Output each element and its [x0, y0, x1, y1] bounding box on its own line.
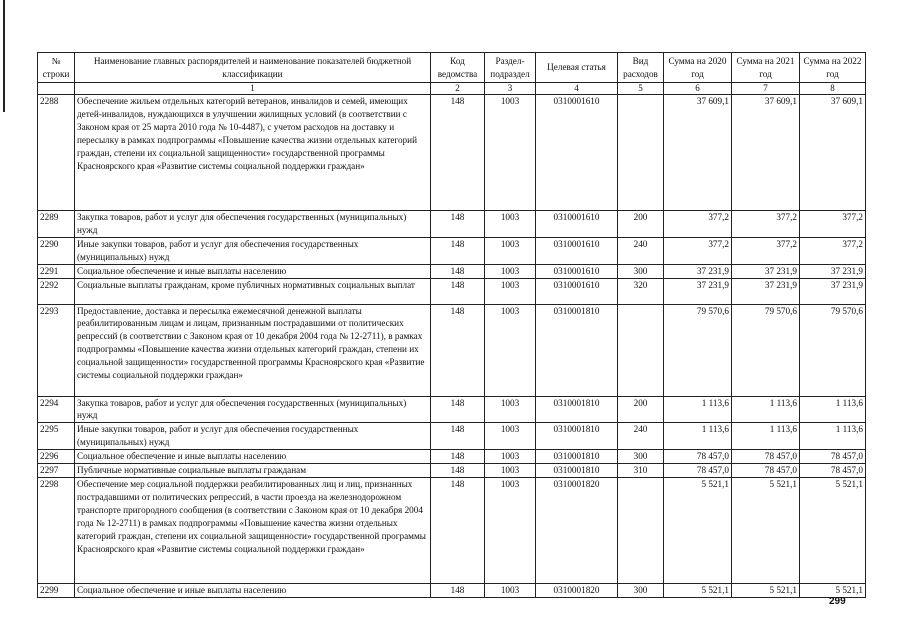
row-expense-type: 300 [618, 450, 664, 464]
table-row [38, 450, 866, 464]
column-number: 8 [800, 83, 866, 95]
row-dept-code: 148 [431, 583, 485, 597]
row-expense-type [618, 304, 664, 396]
column-number: 4 [536, 83, 618, 95]
row-section: 1003 [485, 264, 536, 278]
row-number: 2297 [38, 464, 75, 478]
row-number: 2290 [38, 237, 75, 264]
row-target-article: 0310001820 [536, 583, 618, 597]
column-number: 7 [732, 83, 800, 95]
row-sum-2021: 1 113,6 [732, 423, 800, 450]
row-dept-code: 148 [431, 264, 485, 278]
row-sum-2021: 37 231,9 [732, 278, 800, 304]
row-expense-type: 240 [618, 423, 664, 450]
header-expense-type: Вид расходов [618, 53, 664, 83]
row-number: 2288 [38, 95, 75, 211]
row-number: 2289 [38, 211, 75, 238]
row-sum-2020: 37 609,1 [664, 95, 732, 211]
row-number: 2291 [38, 264, 75, 278]
row-number: 2292 [38, 278, 75, 304]
row-target-article: 0310001810 [536, 450, 618, 464]
row-expense-type [618, 95, 664, 211]
row-sum-2020: 78 457,0 [664, 450, 732, 464]
table-row [38, 237, 866, 264]
row-sum-2020: 5 521,1 [664, 477, 732, 583]
row-sum-2021: 377,2 [732, 211, 800, 238]
row-sum-2021: 5 521,1 [732, 583, 800, 597]
table-row [38, 396, 866, 423]
row-target-article: 0310001610 [536, 211, 618, 238]
row-expense-type [618, 477, 664, 583]
budget-table [37, 52, 866, 598]
table-row [38, 304, 866, 396]
table-row [38, 264, 866, 278]
row-sum-2021: 37 231,9 [732, 264, 800, 278]
row-sum-2021: 37 609,1 [732, 95, 800, 211]
header-name: Наименование главных распорядителей и наименование показателей бюджетной классификации [75, 53, 431, 83]
row-name: Закупка товаров, работ и услуг для обеспечения государственных (муниципальных) нужд [75, 211, 431, 238]
row-sum-2022: 5 521,1 [800, 583, 866, 597]
header-row-number: № строки [38, 53, 75, 83]
row-target-article: 0310001810 [536, 464, 618, 478]
row-dept-code: 148 [431, 304, 485, 396]
row-sum-2020: 377,2 [664, 211, 732, 238]
row-target-article: 0310001820 [536, 477, 618, 583]
row-name: Иные закупки товаров, работ и услуг для обеспечения государственных (муниципальных) нужд [75, 237, 431, 264]
row-section: 1003 [485, 396, 536, 423]
row-sum-2022: 1 113,6 [800, 396, 866, 423]
row-sum-2022: 377,2 [800, 211, 866, 238]
row-section: 1003 [485, 278, 536, 304]
row-sum-2020: 5 521,1 [664, 583, 732, 597]
row-sum-2022: 79 570,6 [800, 304, 866, 396]
page-number: 299 [829, 596, 846, 607]
row-sum-2022: 37 609,1 [800, 95, 866, 211]
row-number: 2298 [38, 477, 75, 583]
column-number: 3 [485, 83, 536, 95]
header-sum-2020: Сумма на 2020 год [664, 53, 732, 83]
row-sum-2022: 5 521,1 [800, 477, 866, 583]
column-number-row [38, 83, 866, 95]
header-sum-2021: Сумма на 2021 год [732, 53, 800, 83]
row-sum-2020: 78 457,0 [664, 464, 732, 478]
table-row [38, 95, 866, 211]
row-name: Иные закупки товаров, работ и услуг для обеспечения государственных (муниципальных) нужд [75, 423, 431, 450]
row-sum-2022: 78 457,0 [800, 450, 866, 464]
header-section: Раздел-подраздел [485, 53, 536, 83]
row-number: 2293 [38, 304, 75, 396]
row-number: 2296 [38, 450, 75, 464]
table-row [38, 464, 866, 478]
row-expense-type: 200 [618, 211, 664, 238]
row-section: 1003 [485, 304, 536, 396]
row-name: Социальное обеспечение и иные выплаты населению [75, 583, 431, 597]
row-name: Публичные нормативные социальные выплаты гражданам [75, 464, 431, 478]
row-dept-code: 148 [431, 237, 485, 264]
row-dept-code: 148 [431, 477, 485, 583]
row-expense-type: 320 [618, 278, 664, 304]
header-dept-code: Код ведомства [431, 53, 485, 83]
row-number: 2299 [38, 583, 75, 597]
row-name: Предоставление, доставка и пересылка ежемесячной денежной выплаты реабилитированным лицам и лицам, признанным пострадавшими от политических репрессий (в соответствии с Законом края от 10 декабря 2004 года № 12-2711), в рамках подпрограммы «Повышение качества жизни отдельных категорий граждан, степени их социальной защищенности» государственной программы Красноярского края «Развитие системы социальной поддержки граждан» [75, 304, 431, 396]
row-sum-2021: 79 570,6 [732, 304, 800, 396]
row-sum-2020: 1 113,6 [664, 396, 732, 423]
table-row [38, 583, 866, 597]
table-row [38, 423, 866, 450]
row-target-article: 0310001610 [536, 95, 618, 211]
row-target-article: 0310001610 [536, 264, 618, 278]
row-name: Обеспечение жильем отдельных категорий ветеранов, инвалидов и семей, имеющих детей-инвалидов, нуждающихся в улучшении жилищных условий (в соответствии с Законом края от 25 марта 2010 года № 10-4487), с учетом расходов на доставку и пересылку в рамках подпрограммы «Повышение качества жизни отдельных категорий граждан, степени их социальной защищенности» государственной программы Красноярского края «Развитие системы социальной поддержки граждан» [75, 95, 431, 211]
row-target-article: 0310001810 [536, 423, 618, 450]
row-dept-code: 148 [431, 464, 485, 478]
row-target-article: 0310001810 [536, 396, 618, 423]
row-sum-2021: 78 457,0 [732, 464, 800, 478]
column-number: 5 [618, 83, 664, 95]
table-row [38, 477, 866, 583]
row-dept-code: 148 [431, 396, 485, 423]
row-section: 1003 [485, 464, 536, 478]
row-sum-2022: 78 457,0 [800, 464, 866, 478]
row-name: Обеспечение мер социальной поддержки реабилитированных лиц и лиц, признанных пострадавшими от политических репрессий, в части проезда на железнодорожном транспорте пригородного сообщения (в соответствии с Законом края от 10 декабря 2004 года № 12-2711) в рамках подпрограммы «Повышение качества жизни отдельных категорий граждан, степени их социальной защищенности» государственной программы Красноярского края «Развитие системы социальной поддержки граждан» [75, 477, 431, 583]
column-number: 1 [75, 83, 431, 95]
row-sum-2021: 78 457,0 [732, 450, 800, 464]
table-row [38, 278, 866, 304]
row-section: 1003 [485, 583, 536, 597]
row-dept-code: 148 [431, 450, 485, 464]
row-dept-code: 148 [431, 423, 485, 450]
row-dept-code: 148 [431, 278, 485, 304]
row-dept-code: 148 [431, 95, 485, 211]
row-sum-2021: 377,2 [732, 237, 800, 264]
row-sum-2020: 37 231,9 [664, 278, 732, 304]
row-sum-2020: 1 113,6 [664, 423, 732, 450]
row-expense-type: 240 [618, 237, 664, 264]
row-sum-2022: 377,2 [800, 237, 866, 264]
row-sum-2022: 37 231,9 [800, 264, 866, 278]
column-number: 6 [664, 83, 732, 95]
table-header-row [38, 53, 866, 83]
row-sum-2021: 5 521,1 [732, 477, 800, 583]
row-sum-2020: 79 570,6 [664, 304, 732, 396]
row-sum-2020: 37 231,9 [664, 264, 732, 278]
row-dept-code: 148 [431, 211, 485, 238]
row-name: Социальное обеспечение и иные выплаты населению [75, 264, 431, 278]
column-number: 2 [431, 83, 485, 95]
row-sum-2021: 1 113,6 [732, 396, 800, 423]
row-name: Социальное обеспечение и иные выплаты населению [75, 450, 431, 464]
row-name: Закупка товаров, работ и услуг для обеспечения государственных (муниципальных) нужд [75, 396, 431, 423]
row-sum-2022: 37 231,9 [800, 278, 866, 304]
row-section: 1003 [485, 95, 536, 211]
column-number [38, 83, 75, 95]
scan-margin-line [3, 0, 5, 112]
header-target-article: Целевая статья [536, 53, 618, 83]
row-target-article: 0310001610 [536, 278, 618, 304]
row-section: 1003 [485, 450, 536, 464]
row-number: 2295 [38, 423, 75, 450]
row-name: Социальные выплаты гражданам, кроме публичных нормативных социальных выплат [75, 278, 431, 304]
row-target-article: 0310001810 [536, 304, 618, 396]
row-expense-type: 300 [618, 264, 664, 278]
row-section: 1003 [485, 237, 536, 264]
row-section: 1003 [485, 423, 536, 450]
row-expense-type: 300 [618, 583, 664, 597]
row-section: 1003 [485, 477, 536, 583]
row-sum-2022: 1 113,6 [800, 423, 866, 450]
row-number: 2294 [38, 396, 75, 423]
row-expense-type: 200 [618, 396, 664, 423]
row-section: 1003 [485, 211, 536, 238]
row-expense-type: 310 [618, 464, 664, 478]
row-sum-2020: 377,2 [664, 237, 732, 264]
header-sum-2022: Сумма на 2022 год [800, 53, 866, 83]
row-target-article: 0310001610 [536, 237, 618, 264]
table-row [38, 211, 866, 238]
